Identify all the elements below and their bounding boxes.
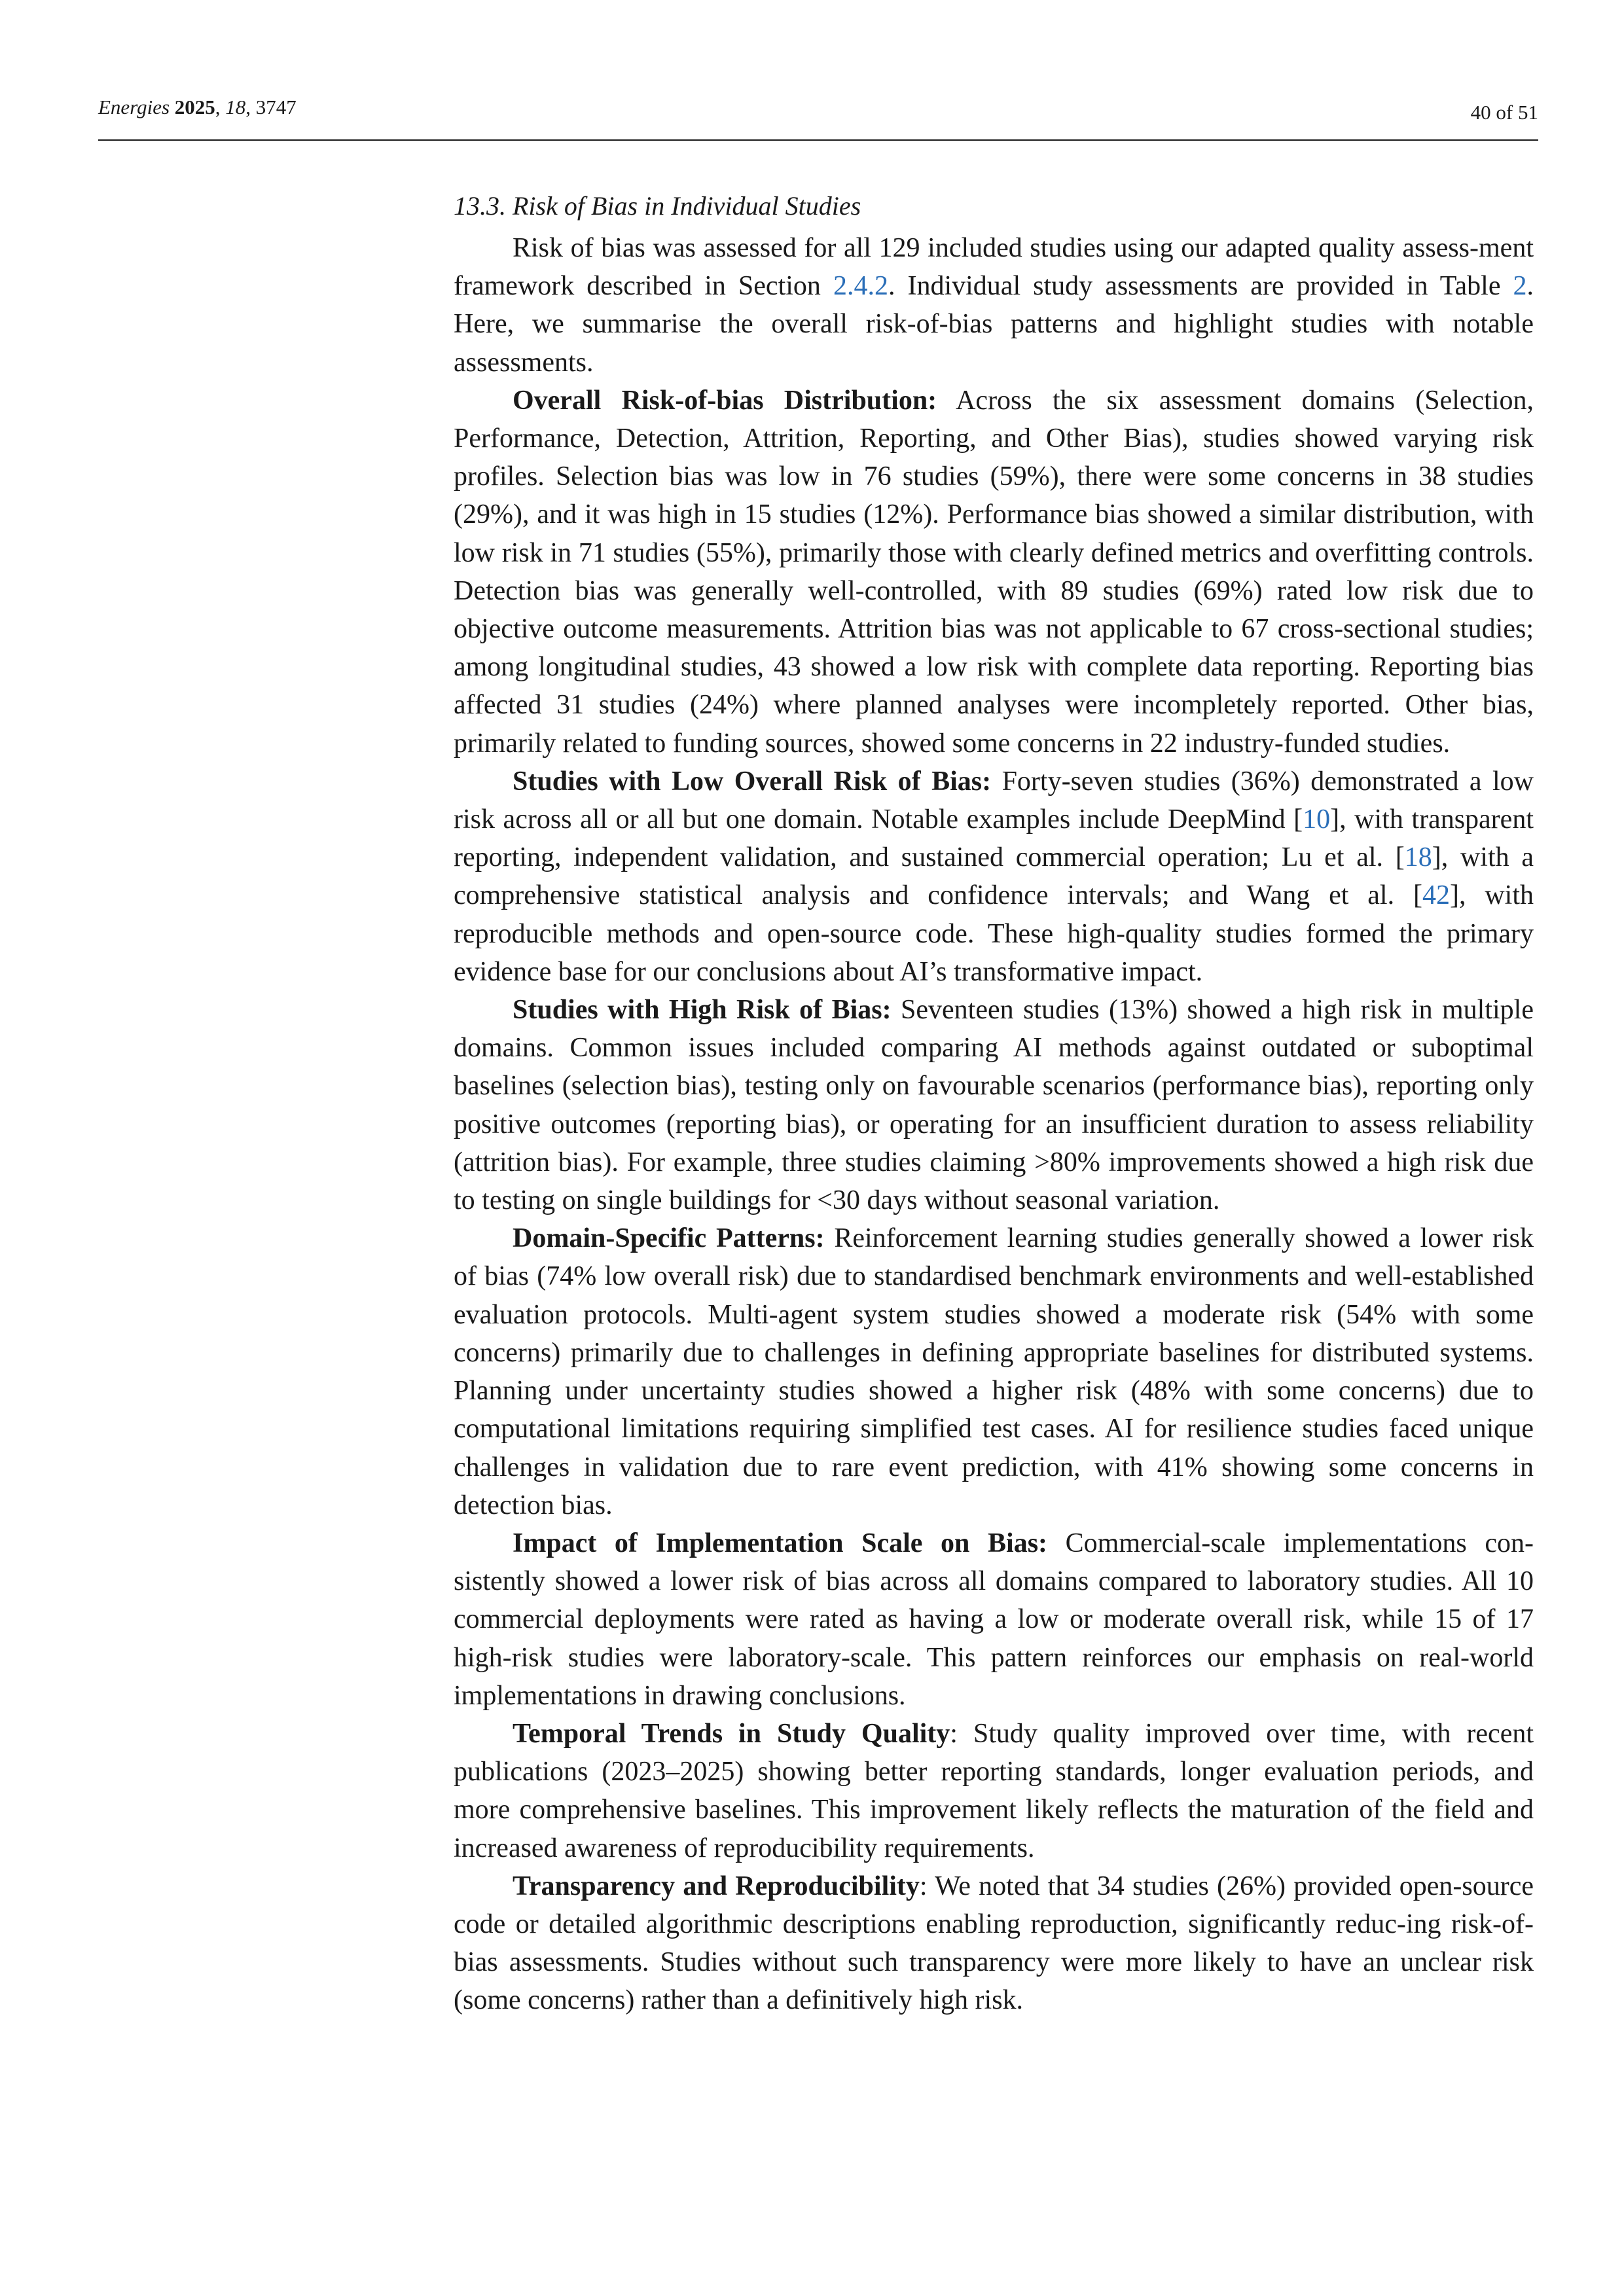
text-run: Across the six assessment domains (Selection, Performance, Detection, Attrition, Reporting, and Other Bias), studies showed varying risk profiles. Selection bias was low in 76 studies (59%), there were some concerns in 38 studies (29%), and it was high in 15 studies (12%). Performance bias showed a similar distribution, with low risk in 71 studies (55%), primarily those with clearly defined metrics and overfitting controls. Detection bias was generally well-controlled, with 89 studies (69%) rated low risk due to objective outcome measurements. Attrition bias was not applicable to 67 cross-sectional studies; among longitudinal studies, 43 showed a low risk with complete data reporting. Reporting bias affected 31 studies (24%) where planned analyses were incompletely reported. Other bias, primarily related to funding sources, showed some concerns in 22 industry-funded studies. [454,385,1534,759]
paragraph-heading: Studies with High Risk of Bias: [513,995,892,1026]
paragraph-temporal-trends [454,1715,1534,1867]
text-run: Forty-seven studies (36%) demonstrated a low risk across all or all but one domain. Notable examples include DeepMind [ [454,766,1534,835]
paragraph-high-risk [454,991,1534,1219]
article-number: 3747 [255,96,297,118]
paragraph-intro [454,229,1534,382]
text-run: . Here, we summarise the overall risk-of-bias patterns and highlight studies with notable assessments. [454,271,1534,378]
journal-citation: Energies 2025, 18, 3747 [98,96,297,118]
page-header [98,92,1538,137]
text-run: : Study quality improved over time, with recent publications (2023–2025) showing better reporting standards, longer evaluation periods, and more comprehensive baselines. This improvement likely reflects the maturation of the field and increased awareness of reproducibility requirements. [454,1718,1534,1863]
section-link[interactable]: 2.4.2 [833,271,888,302]
paragraph-overall-distribution [454,382,1534,762]
section-title: 13.3. Risk of Bias in Individual Studies [454,191,861,221]
paragraph-heading: Studies with Low Overall Risk of Bias: [513,766,992,797]
text-run: Commercial-scale implementations con-sistently showed a lower risk of bias across all domains compared to laboratory studies. All 10 commercial deployments were rated as having a low or moderate overall risk, while 15 of 17 high-risk studies were laboratory-scale. This pattern reinforces our emphasis on real-world implementations in drawing conclusions. [454,1528,1534,1711]
paragraph-heading: Domain-Specific Patterns: [513,1223,825,1254]
paragraph-heading: Transparency and Reproducibility [513,1871,920,1901]
journal-year: 2025 [174,96,215,118]
text-run: . Individual study assessments are provided in Table [888,271,1513,302]
paragraph-transparency [454,1867,1534,2020]
journal-volume: 18 [225,96,246,118]
text-run: Seventeen studies (13%) showed a high risk in multiple domains. Common issues included comparing AI methods against outdated or suboptimal baselines (selection bias), testing only on favourable scenarios (performance bias), reporting only positive outcomes (reporting bias), or operating for an insufficient duration to assess reliability (attrition bias). For example, three studies claiming >80% improvements showed a high risk due to testing on single buildings for <30 days without seasonal variation. [454,995,1534,1216]
text-run: Risk of bias was assessed for all 129 included studies using our adapted quality assess-ment framework described in Section [454,233,1534,302]
text-run: Reinforcement learning studies generally showed a lower risk of bias (74% low overall risk) due to standardised benchmark environments and well-established evaluation protocols. Multi-agent system studies showed a moderate risk (54% with some concerns) primarily due to challenges in defining appropriate baselines for distributed systems. Planning under uncertainty studies showed a higher risk (48% with some concerns) due to computational limitations requiring simplified test cases. AI for resilience studies faced unique challenges in validation due to rare event prediction, with 41% showing some concerns in detection bias. [454,1223,1534,1520]
journal-name: Energies [98,96,170,118]
citation-link[interactable]: 10 [1303,804,1331,835]
text-run: ], with transparent reporting, independent validation, and sustained commercial operation; Lu et al. [ [454,804,1534,873]
paragraph-implementation-scale [454,1524,1534,1715]
paragraph-low-risk [454,762,1534,991]
page-number: 40 of 51 [1470,101,1538,124]
paragraph-domain-patterns [454,1219,1534,1524]
paragraph-heading: Overall Risk-of-bias Distribution: [513,385,937,416]
citation-link[interactable]: 42 [1422,880,1450,911]
paragraph-heading: Temporal Trends in Study Quality [513,1718,950,1749]
text-run: ], with a comprehensive statistical analysis and confidence intervals; and Wang et al. [ [454,842,1534,911]
table-link[interactable]: 2 [1513,271,1527,302]
text-run: ], with reproducible methods and open-source code. These high-quality studies formed the primary evidence base for our conclusions about AI’s transformative impact. [454,880,1534,987]
main-content [454,187,1534,2020]
text-run: : We noted that 34 studies (26%) provided open-source code or detailed algorithmic descriptions enabling reproduction, significantly reduc-ing risk-of-bias assessments. Studies without such transparency were more likely to have an unclear risk (some concerns) rather than a definitively high risk. [454,1871,1534,2016]
paragraph-heading: Impact of Implementation Scale on Bias: [513,1528,1048,1558]
header-rule [98,139,1538,141]
citation-link[interactable]: 18 [1404,842,1432,873]
